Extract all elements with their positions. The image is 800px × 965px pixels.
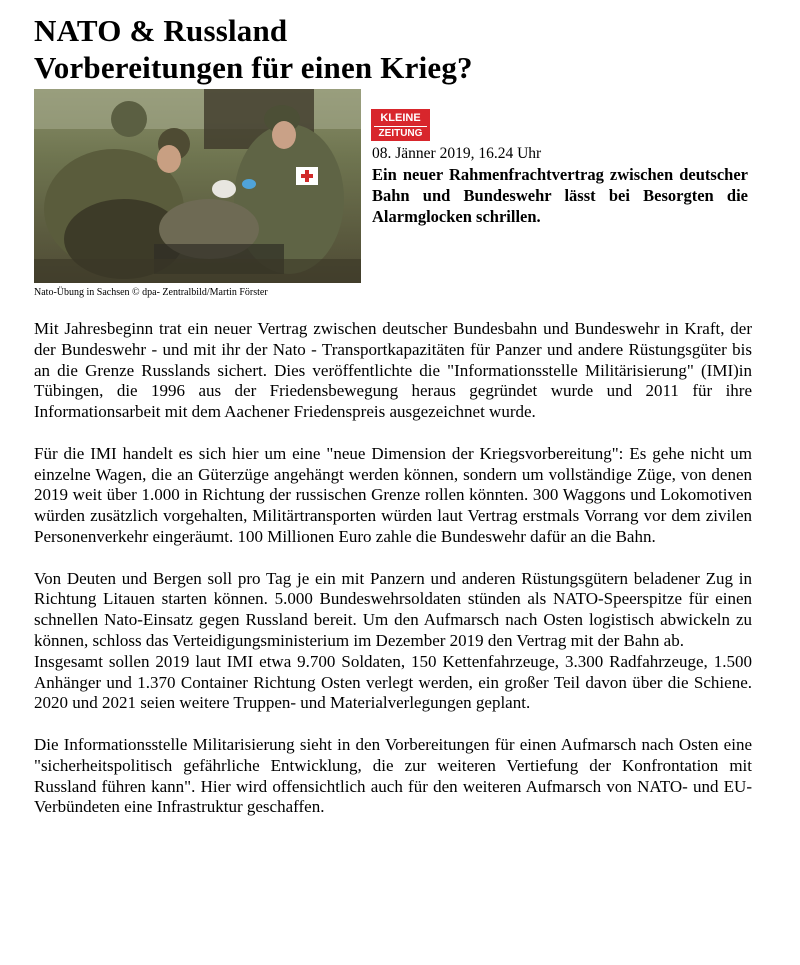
title-line-2: Vorbereitungen für einen Krieg? [34,50,473,85]
news-photo [34,89,361,283]
lead-paragraph: Ein neuer Rahmenfrachtvertrag zwischen deutscher Bahn und Bundeswehr lässt bei Besorgten die Alarmglocken schrillen. [372,165,748,226]
publish-date: 08. Jänner 2019, 16.24 Uhr [372,145,542,162]
body-paragraph-2: Für die IMI handelt es sich hier um eine "neue Dimension der Kriegsvorbereitung": Es gehe nicht um einzelne Wagen, die an Güterzüge angehängt werden können, sondern um vollständige Züge, von denen 2019 weit über 1.000 in Richtung der russischen Grenze rollen könnten. 300 Waggons und Lokomotiven würden zusätzlich vorgehalten, Militärtransporten würden laut Vertrag erstmals Vorrang vor dem zivilen Personenverkehr eingeräumt. 100 Millionen Euro zahle die Bundeswehr dafür an die Bahn. [34,443,752,546]
body-paragraph-4: Insgesamt sollen 2019 laut IMI etwa 9.700 Soldaten, 150 Kettenfahrzeuge, 3.300 Radfahrzeuge, 1.500 Anhänger und 1.370 Container Richtung Osten verlegt werden, ein großer Teil davon über die Schiene. 2020 und 2021 seien weitere Truppen- und Materialverlegungen geplant. [34,651,752,713]
page-title [34,12,473,86]
body-paragraph-3: Von Deuten und Bergen soll pro Tag je ein mit Panzern und anderen Rüstungsgütern beladener Zug in Richtung Litauen starten können. 5.000 Bundeswehrsoldaten stünden als NATO-Speerspitze für einen schnellen Nato-Einsatz gegen Russland bereit. Um den Aufmarsch nach Osten logistisch abwickeln zu können, schloss das Verteidigungsministerium im Dezember 2019 den Vertrag mit der Bahn ab. [34,568,752,650]
body-paragraph-5: Die Informationsstelle Militarisierung sieht in den Vorbereitungen für einen Aufmarsch nach Osten eine "sicherheitspolitisch gefährliche Entwicklung, die zur weiteren Vertiefung der Konfrontation mit Russland führen kann". Hier wird offensichtlich auch für den weiteren Aufmarsch von NATO- und EU-Verbündeten eine Infrastruktur geschaffen. [34,734,752,817]
logo-line-2: ZEITUNG [378,128,423,139]
body-paragraph-1: Mit Jahresbeginn trat ein neuer Vertrag zwischen deutscher Bundesbahn und Bundeswehr in Kraft, der der Bundeswehr - und mit ihr der Nato - Transportkapazitäten für Panzer und andere Rüstungsgüter bis an die Grenze Russlands sichert. Dies veröffentlichte die "Informationsstelle Militärisierung" (IMI)in Tübingen, die 1996 aus der Friedensbewegung heraus gegründet wurde und 2011 für ihre Informationsarbeit mit dem Aachener Friedenspreis ausgezeichnet wurde. [34,319,752,422]
photo-caption: Nato-Übung in Sachsen © dpa- Zentralbild/Martin Förster [34,287,268,298]
logo-line-1: KLEINE [374,111,427,127]
article-body [34,319,752,839]
kleine-zeitung-logo [371,109,430,141]
soldiers-photo-illustration [34,89,361,283]
title-line-1: NATO & Russland [34,13,288,48]
